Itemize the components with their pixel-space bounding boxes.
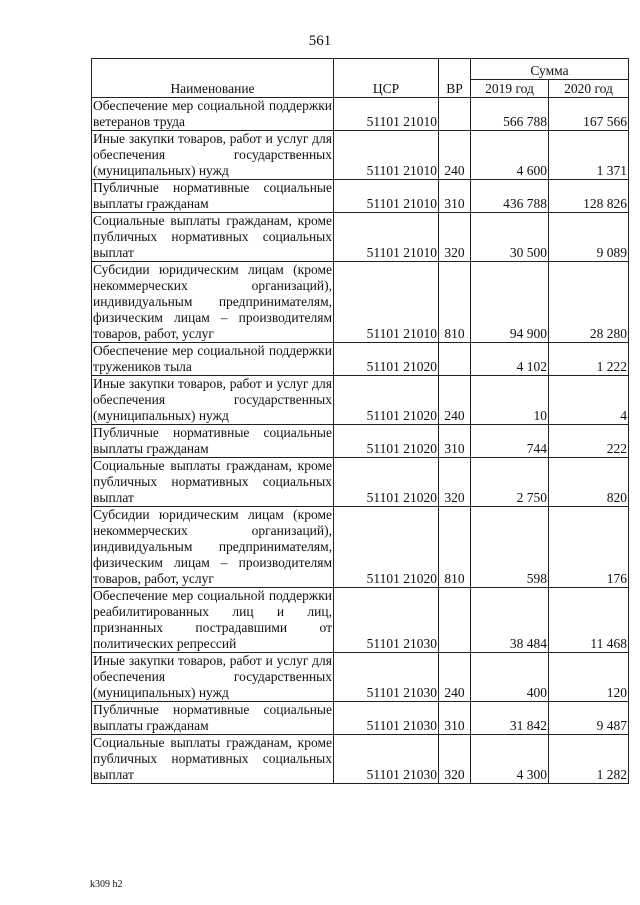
row-vr <box>439 588 471 653</box>
row-csr: 51101 21020 <box>334 376 439 425</box>
table-row <box>92 343 629 376</box>
row-sum-2019: 436 788 <box>471 180 549 213</box>
row-csr: 51101 21030 <box>334 653 439 702</box>
row-vr <box>439 98 471 131</box>
row-sum-2020: 11 468 <box>549 588 629 653</box>
row-vr <box>439 343 471 376</box>
row-csr: 51101 21030 <box>334 735 439 784</box>
row-sum-2019: 598 <box>471 507 549 588</box>
row-vr: 320 <box>439 458 471 507</box>
row-sum-2019: 10 <box>471 376 549 425</box>
row-name: Публичные нормативные социальные выплаты гражданам <box>93 425 332 456</box>
row-csr: 51101 21010 <box>334 131 439 180</box>
row-sum-2020: 1 222 <box>549 343 629 376</box>
row-vr: 310 <box>439 702 471 735</box>
row-vr: 240 <box>439 376 471 425</box>
footer-code: k309 h2 <box>90 879 123 890</box>
row-csr: 51101 21020 <box>334 458 439 507</box>
row-name: Публичные нормативные социальные выплаты гражданам <box>93 702 332 733</box>
row-sum-2020: 4 <box>549 376 629 425</box>
row-sum-2020: 128 826 <box>549 180 629 213</box>
row-vr: 810 <box>439 507 471 588</box>
row-sum-2019: 400 <box>471 653 549 702</box>
row-name: Иные закупки товаров, работ и услуг для обеспечения государственных (муниципальных) нужд <box>93 376 332 423</box>
table-row <box>92 425 629 458</box>
row-vr: 810 <box>439 262 471 343</box>
row-name: Социальные выплаты гражданам, кроме публичных нормативных социальных выплат <box>93 735 332 782</box>
row-sum-2020: 1 282 <box>549 735 629 784</box>
row-vr: 320 <box>439 735 471 784</box>
row-name: Обеспечение мер социальной поддержки реабилитированных лиц и лиц, признанных пострадавшими от политических репрессий <box>93 588 332 651</box>
table-row <box>92 458 629 507</box>
row-name: Обеспечение мер социальной поддержки ветеранов труда <box>93 98 332 129</box>
row-sum-2019: 38 484 <box>471 588 549 653</box>
row-vr: 240 <box>439 131 471 180</box>
row-sum-2019: 744 <box>471 425 549 458</box>
header-sum: Сумма <box>471 59 629 80</box>
row-vr: 310 <box>439 425 471 458</box>
row-csr: 51101 21020 <box>334 343 439 376</box>
table-row <box>92 653 629 702</box>
table-row <box>92 507 629 588</box>
table-row <box>92 262 629 343</box>
row-name: Иные закупки товаров, работ и услуг для обеспечения государственных (муниципальных) нужд <box>93 653 332 700</box>
row-name: Иные закупки товаров, работ и услуг для обеспечения государственных (муниципальных) нужд <box>93 131 332 178</box>
row-sum-2020: 120 <box>549 653 629 702</box>
row-sum-2019: 2 750 <box>471 458 549 507</box>
table-row <box>92 588 629 653</box>
row-sum-2020: 1 371 <box>549 131 629 180</box>
table-row <box>92 98 629 131</box>
row-name: Субсидии юридическим лицам (кроме некоммерческих организаций), индивидуальным предпринимателям, физическим лицам – производителям товаров, работ, услуг <box>93 507 332 586</box>
table-row <box>92 213 629 262</box>
row-sum-2020: 222 <box>549 425 629 458</box>
row-sum-2020: 820 <box>549 458 629 507</box>
row-csr: 51101 21020 <box>334 507 439 588</box>
row-vr: 240 <box>439 653 471 702</box>
row-sum-2020: 9 487 <box>549 702 629 735</box>
row-name: Социальные выплаты гражданам, кроме публичных нормативных социальных выплат <box>93 213 332 260</box>
row-sum-2020: 28 280 <box>549 262 629 343</box>
row-vr: 310 <box>439 180 471 213</box>
header-year-2019: 2019 год <box>471 80 549 98</box>
row-csr: 51101 21010 <box>334 262 439 343</box>
row-name: Обеспечение мер социальной поддержки тружеников тыла <box>93 343 332 374</box>
row-csr: 51101 21030 <box>334 702 439 735</box>
header-year-2020: 2020 год <box>549 80 629 98</box>
row-csr: 51101 21030 <box>334 588 439 653</box>
table-row <box>92 131 629 180</box>
header-name: Наименование <box>92 59 334 98</box>
budget-table <box>91 58 629 784</box>
table-row <box>92 376 629 425</box>
table-row <box>92 735 629 784</box>
table-row <box>92 702 629 735</box>
header-csr: ЦСР <box>334 59 439 98</box>
row-sum-2019: 4 600 <box>471 131 549 180</box>
row-sum-2019: 4 300 <box>471 735 549 784</box>
row-sum-2020: 176 <box>549 507 629 588</box>
row-sum-2019: 94 900 <box>471 262 549 343</box>
header-vr: ВР <box>439 59 471 98</box>
row-name: Социальные выплаты гражданам, кроме публичных нормативных социальных выплат <box>93 458 332 505</box>
row-csr: 51101 21010 <box>334 180 439 213</box>
row-sum-2019: 566 788 <box>471 98 549 131</box>
row-sum-2019: 30 500 <box>471 213 549 262</box>
row-sum-2020: 167 566 <box>549 98 629 131</box>
row-sum-2020: 9 089 <box>549 213 629 262</box>
row-name: Субсидии юридическим лицам (кроме некоммерческих организаций), индивидуальным предпринимателям, физическим лицам – производителям товаров, работ, услуг <box>93 262 332 341</box>
row-name: Публичные нормативные социальные выплаты гражданам <box>93 180 332 211</box>
page-number: 561 <box>308 33 332 49</box>
row-csr: 51101 21020 <box>334 425 439 458</box>
table-row <box>92 180 629 213</box>
row-csr: 51101 21010 <box>334 98 439 131</box>
header-row <box>92 59 629 80</box>
row-csr: 51101 21010 <box>334 213 439 262</box>
row-sum-2019: 31 842 <box>471 702 549 735</box>
row-vr: 320 <box>439 213 471 262</box>
row-sum-2019: 4 102 <box>471 343 549 376</box>
table-body <box>92 98 629 784</box>
